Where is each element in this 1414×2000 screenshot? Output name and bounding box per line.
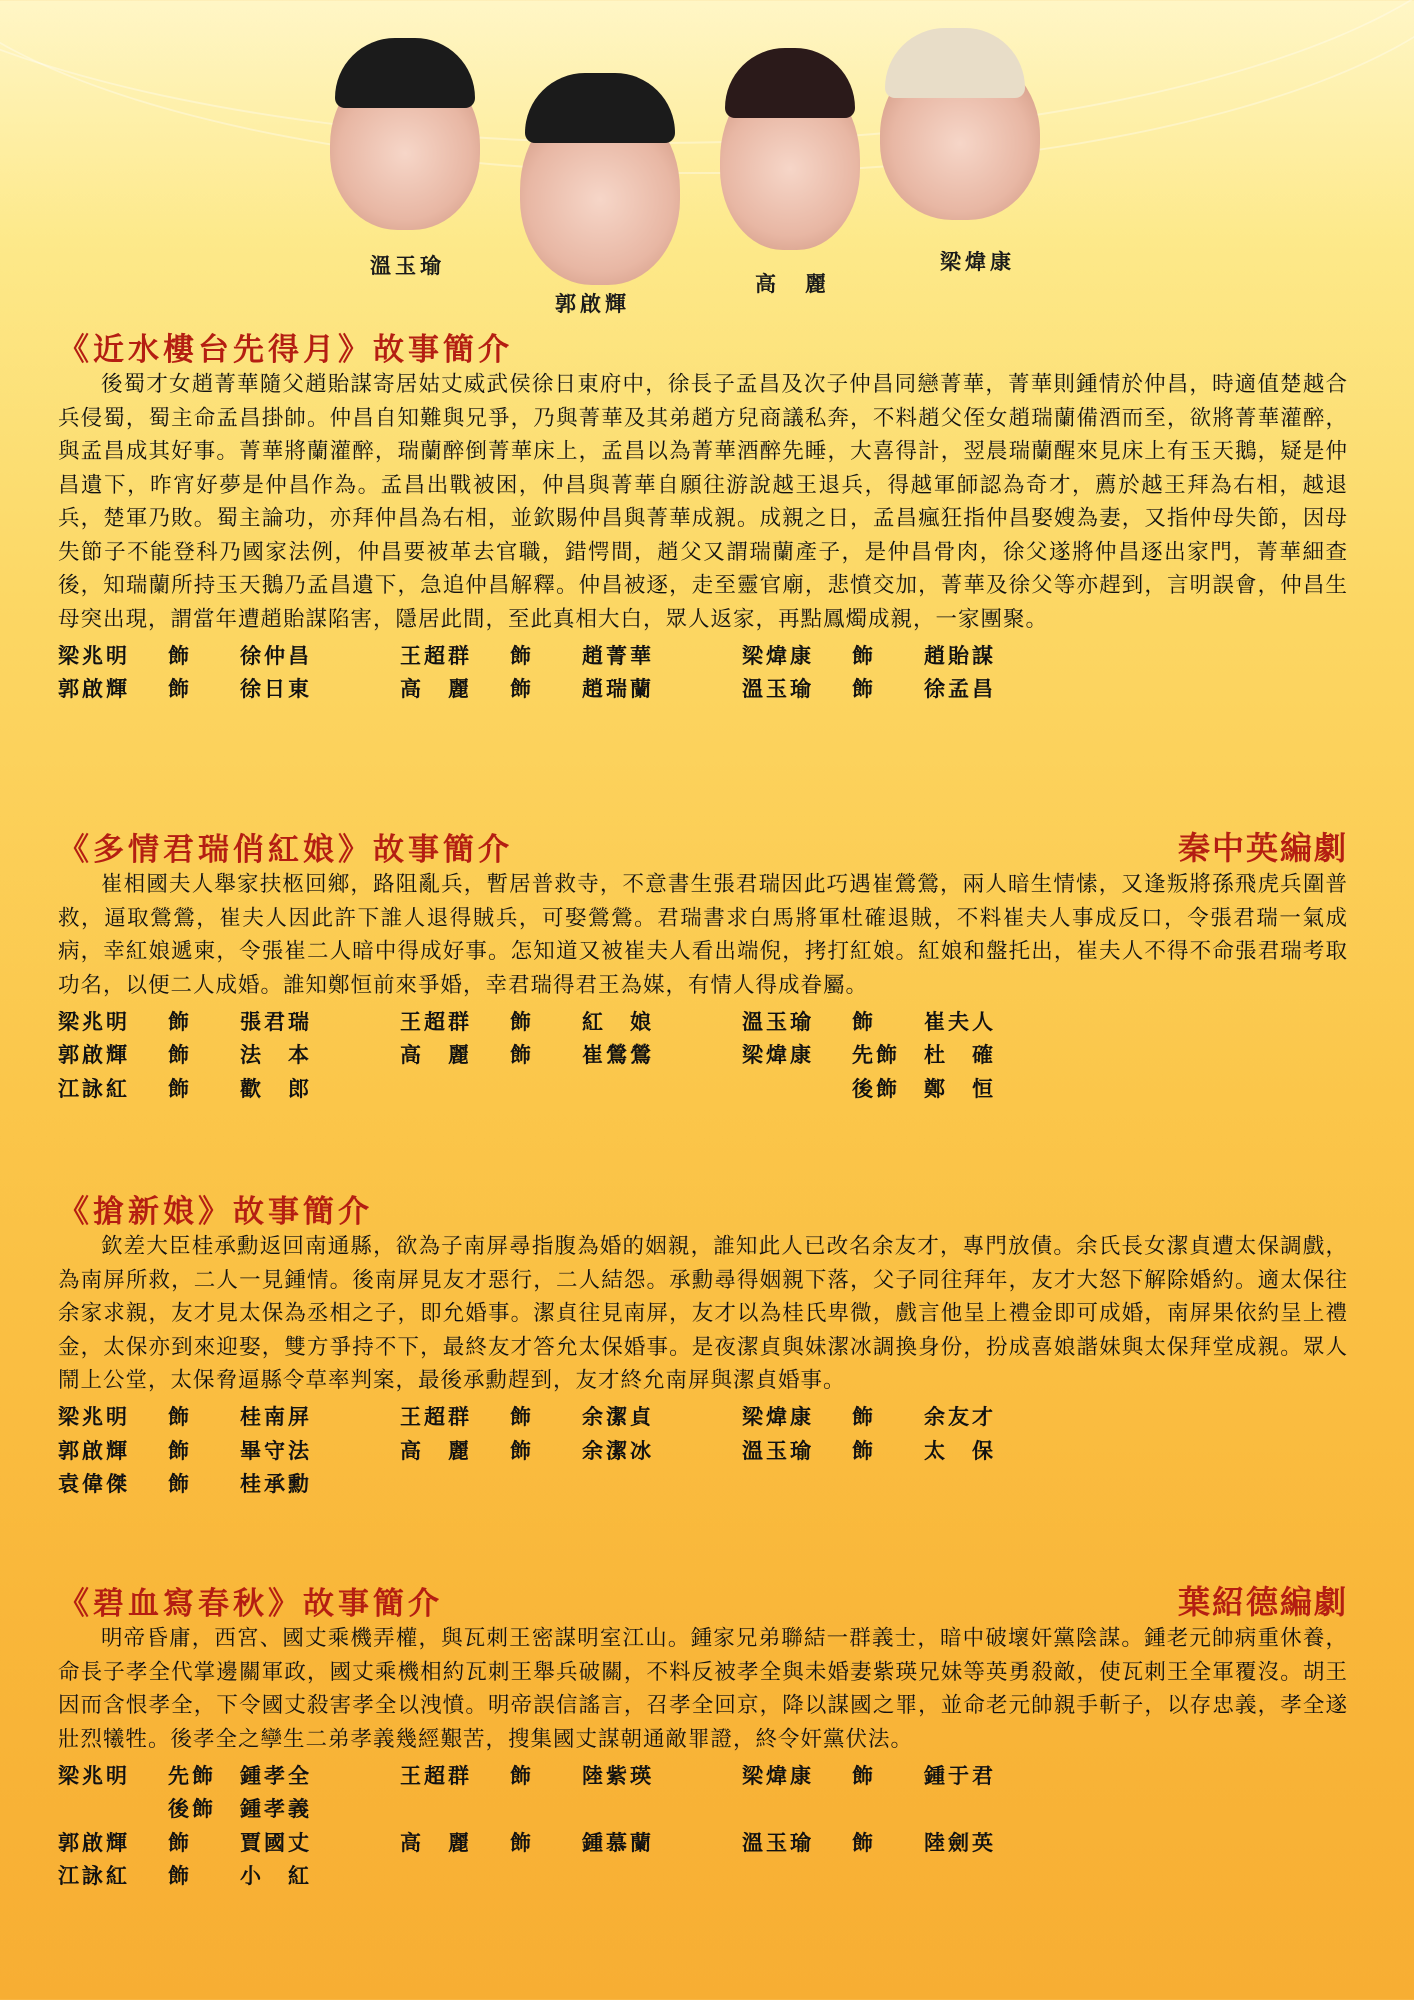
cast-cell: 溫玉瑜 [742,1830,814,1855]
cast-cell: 梁煒康 [742,1405,814,1430]
cast-cell: 先飾 [168,1763,216,1788]
cast-cell: 溫玉瑜 [742,1438,814,1463]
cast-cell: 飾 [510,1830,534,1855]
cast-entry [742,1827,1084,1857]
section-story-4 [58,1578,1348,1892]
cast-cell: 梁兆明 [58,1763,130,1788]
cast-cell: 飾 [510,643,534,668]
cast-cell: 江詠紅 [58,1076,130,1101]
cast-row [58,638,1348,672]
cast-cell: 陸劍英 [924,1830,996,1855]
cast-cell: 鍾孝全 [240,1763,312,1788]
cast-entry [742,1039,1084,1069]
cast-entry [400,1006,742,1036]
cast-row [58,1859,1348,1893]
cast-row [58,1038,1348,1072]
section-title-row [58,1578,1348,1622]
cast-cell: 鄭 恒 [924,1076,996,1101]
cast-entry [58,1760,400,1790]
cast-cell: 徐日東 [240,677,312,702]
cast-cell: 飾 [510,1405,534,1430]
section-title-row [58,324,1348,368]
cast-entry [400,1827,742,1857]
cast-cell: 飾 [168,643,192,668]
cast-cell: 王超群 [400,1009,472,1034]
cast-entry [400,1760,742,1790]
cast-cell: 趙瑞蘭 [582,677,654,702]
actor-photo [880,50,1040,220]
headshot-2 [520,95,680,285]
cast-headshots [300,20,1100,320]
cast-entry [742,673,1084,703]
cast-cell: 後飾 [168,1797,216,1822]
headshot-name: 高 麗 [755,272,830,296]
cast-list [58,1758,1348,1892]
cast-entry [58,1435,400,1465]
section-story-1 [58,324,1348,705]
cast-cell: 飾 [510,1009,534,1034]
cast-cell: 鍾慕蘭 [582,1830,654,1855]
cast-cell: 飾 [168,1076,192,1101]
headshot-name: 郭啟輝 [555,292,630,316]
playwright-credit: 葉紹德編劇 [1177,1583,1348,1621]
story-summary: 明帝昏庸，西宮、國丈乘機弄權，與瓦刺王密謀明室江山。鍾家兄弟聯結一群義士，暗中破壞奸黨陰謀。鍾老元帥病重休養，命長子孝全代掌邊關軍政，國丈乘機相約瓦刺王舉兵破關，不料反被孝全與未婚妻紫瑛兄妹等英勇殺敵，使瓦刺王全軍覆沒。胡王因而含恨孝全，下令國丈殺害孝全以洩憤。明帝誤信謠言，召孝全回京，降以謀國之罪，並命老元帥親手斬子，以存忠義，孝全遂壯烈犧牲。後孝全之孿生二弟孝義幾經艱苦，搜集國丈謀朝通敵罪證，終令奸黨伏法。 [58,1626,1348,1752]
cast-row [58,1758,1348,1792]
cast-row [58,1825,1348,1859]
cast-cell: 梁兆明 [58,1405,130,1430]
section-title-row [58,1186,1348,1230]
cast-cell: 飾 [852,1405,876,1430]
section-title-row [58,824,1348,868]
cast-entry [742,1401,1084,1431]
cast-cell: 余潔冰 [582,1438,654,1463]
cast-cell: 梁煒康 [742,1763,814,1788]
cast-cell: 飾 [510,677,534,702]
cast-cell: 高 麗 [400,1830,472,1855]
cast-entry [58,1006,400,1036]
cast-list [58,1004,1348,1105]
cast-cell: 王超群 [400,1405,472,1430]
cast-cell: 崔鶯鶯 [582,1043,654,1068]
section-story-2 [58,824,1348,1105]
cast-cell: 太 保 [924,1438,996,1463]
cast-cell: 飾 [852,1438,876,1463]
cast-row [58,1004,1348,1038]
cast-cell: 飾 [168,1438,192,1463]
cast-row [58,1433,1348,1467]
cast-cell: 法 本 [240,1043,312,1068]
cast-entry [742,640,1084,670]
cast-cell: 先飾 [852,1043,900,1068]
cast-entry [58,673,400,703]
cast-cell: 郭啟輝 [58,1043,130,1068]
cast-cell: 飾 [168,1405,192,1430]
cast-cell: 梁煒康 [742,643,814,668]
cast-entry [742,1006,1084,1036]
cast-cell: 小 紅 [240,1864,312,1889]
cast-entry [742,1073,1084,1103]
cast-cell: 飾 [852,1830,876,1855]
cast-cell: 溫玉瑜 [742,1009,814,1034]
section-title: 《多情君瑞俏紅娘》故事簡介 [58,831,513,868]
section-story-3 [58,1186,1348,1500]
cast-entry [742,1760,1084,1790]
section-title: 《近水樓台先得月》故事簡介 [58,331,513,368]
cast-cell: 賈國丈 [240,1830,312,1855]
cast-cell: 高 麗 [400,1043,472,1068]
story-summary: 欽差大臣桂承勳返回南通縣，欲為子南屏尋指腹為婚的姻親，誰知此人已改名余友才，專門放債。余氏長女潔貞遭太保調戲，為南屏所救，二人一見鍾情。後南屏見友才惡行，二人結怨。承勳尋得姻親下落，父子同往拜年，友才大怒下解除婚約。適太保往余家求親，友才見太保為丞相之子，即允婚事。潔貞往見南屏，友才以為桂氏卑微，戲言他呈上禮金即可成婚，南屏果依約呈上禮金，太保亦到來迎娶，雙方爭持不下，最終友才答允太保婚事。是夜潔貞與妹潔冰調換身份，扮成喜娘諧妹與太保拜堂成親。眾人鬧上公堂，太保脅逼縣令草率判案，最後承勳趕到，友才終允南屏與潔貞婚事。 [58,1234,1348,1393]
cast-cell: 高 麗 [400,1438,472,1463]
cast-row [58,672,1348,706]
cast-cell: 鍾孝義 [240,1797,312,1822]
cast-entry [58,1401,400,1431]
actor-photo [330,60,480,230]
cast-cell: 桂承勳 [240,1472,312,1497]
cast-entry [400,1401,742,1431]
cast-list [58,638,1348,705]
cast-cell: 飾 [168,1830,192,1855]
cast-list [58,1400,1348,1501]
cast-cell: 飾 [510,1043,534,1068]
cast-cell: 飾 [852,643,876,668]
headshot-3 [720,70,860,250]
story-summary: 後蜀才女趙菁華隨父趙貽謀寄居姑丈威武侯徐日東府中，徐長子孟昌及次子仲昌同戀菁華，菁華則鍾情於仲昌，時適值楚越合兵侵蜀，蜀主命孟昌掛帥。仲昌自知難與兄爭，乃與菁華及其弟趙方兒商議私奔，不料趙父侄女趙瑞蘭備酒而至，欲將菁華灌醉，與孟昌成其好事。菁華將蘭灌醉，瑞蘭醉倒菁華床上，孟昌以為菁華酒醉先睡，大喜得計，翌晨瑞蘭醒來見床上有玉天鵝，疑是仲昌遺下，昨宵好夢是仲昌作為。孟昌出戰被困，仲昌與菁華自願往游說越王退兵，得越軍師認為奇才，薦於越王拜為右相，越退兵，楚軍乃敗。蜀主論功，亦拜仲昌為右相，並欽賜仲昌與菁華成親。成親之日，孟昌瘋狂指仲昌娶嫂為妻，又指仲母失節，因母失節子不能登科乃國家法例，仲昌要被革去官職，錯愕間，趙父又謂瑞蘭產子，是仲昌骨肉，徐父遂將仲昌逐出家門，菁華細查後，知瑞蘭所持玉天鵝乃孟昌遺下，急追仲昌解釋。仲昌被逐，走至靈官廟，悲憤交加，菁華及徐父等亦趕到，言明誤會，仲昌生母突出現，謂當年遭趙貽謀陷害，隱居此間，至此真相大白，眾人返家，再點鳳燭成親，一家團聚。 [58,372,1348,632]
cast-cell: 飾 [852,677,876,702]
cast-cell: 高 麗 [400,677,472,702]
cast-cell: 崔夫人 [924,1009,996,1034]
cast-cell: 趙菁華 [582,643,654,668]
cast-cell: 余友才 [924,1405,996,1430]
cast-cell: 徐孟昌 [924,677,996,702]
cast-cell: 飾 [852,1009,876,1034]
cast-entry [742,1435,1084,1465]
cast-cell: 江詠紅 [58,1864,130,1889]
cast-cell: 飾 [510,1763,534,1788]
cast-cell: 郭啟輝 [58,1830,130,1855]
cast-entry [58,1793,400,1823]
cast-entry [58,1860,400,1890]
cast-cell: 飾 [168,677,192,702]
cast-row [58,1071,1348,1105]
cast-cell: 徐仲昌 [240,643,312,668]
cast-cell: 郭啟輝 [58,677,130,702]
cast-cell: 陸紫瑛 [582,1763,654,1788]
cast-cell: 王超群 [400,1763,472,1788]
cast-cell: 畢守法 [240,1438,312,1463]
cast-cell: 飾 [852,1763,876,1788]
cast-cell [742,1073,852,1103]
playwright-credit: 秦中英編劇 [1177,829,1348,867]
headshot-name: 溫玉瑜 [370,254,445,278]
headshot-4 [880,50,1040,220]
cast-entry [58,1827,400,1857]
cast-cell: 紅 娘 [582,1009,654,1034]
cast-cell: 後飾 [852,1076,900,1101]
cast-entry [58,640,400,670]
cast-entry [58,1468,400,1498]
cast-cell: 梁兆明 [58,643,130,668]
cast-cell: 梁煒康 [742,1043,814,1068]
cast-cell: 張君瑞 [240,1009,312,1034]
cast-cell: 歡 郎 [240,1076,312,1101]
cast-cell: 袁偉傑 [58,1472,130,1497]
cast-cell: 飾 [168,1009,192,1034]
section-title: 《碧血寫春秋》故事簡介 [58,1585,443,1622]
cast-cell: 梁兆明 [58,1009,130,1034]
section-title: 《搶新娘》故事簡介 [58,1193,373,1230]
cast-row [58,1400,1348,1434]
cast-cell: 溫玉瑜 [742,677,814,702]
cast-cell: 飾 [168,1472,192,1497]
cast-entry [400,673,742,703]
actor-photo [520,95,680,285]
cast-cell: 飾 [510,1438,534,1463]
actor-photo [720,70,860,250]
cast-cell: 王超群 [400,643,472,668]
cast-entry [400,1039,742,1069]
cast-row [58,1792,1348,1826]
headshot-1 [330,60,480,230]
cast-cell [58,1793,168,1823]
cast-cell: 趙貽謀 [924,643,996,668]
cast-cell: 杜 確 [924,1043,996,1068]
cast-row [58,1467,1348,1501]
cast-entry [58,1039,400,1069]
cast-entry [400,1435,742,1465]
headshot-name: 梁煒康 [940,250,1015,274]
cast-cell: 飾 [168,1043,192,1068]
cast-entry [400,640,742,670]
cast-cell: 飾 [168,1864,192,1889]
cast-cell: 余潔貞 [582,1405,654,1430]
story-summary: 崔相國夫人舉家扶柩回鄉，路阻亂兵，暫居普救寺，不意書生張君瑞因此巧遇崔鶯鶯，兩人暗生情愫，又逢叛將孫飛虎兵圍普救，逼取鶯鶯，崔夫人因此許下誰人退得賊兵，可娶鶯鶯。君瑞書求白馬將軍杜確退賊，不料崔夫人事成反口，令張君瑞一氣成病，幸紅娘遞柬，令張崔二人暗中得成好事。怎知道又被崔夫人看出端倪，拷打紅娘。紅娘和盤托出，崔夫人不得不命張君瑞考取功名，以便二人成婚。誰知鄭恒前來爭婚，幸君瑞得君王為媒，有情人得成眷屬。 [58,872,1348,998]
cast-cell: 郭啟輝 [58,1438,130,1463]
cast-entry [58,1073,400,1103]
cast-cell: 鍾于君 [924,1763,996,1788]
cast-cell: 桂南屏 [240,1405,312,1430]
